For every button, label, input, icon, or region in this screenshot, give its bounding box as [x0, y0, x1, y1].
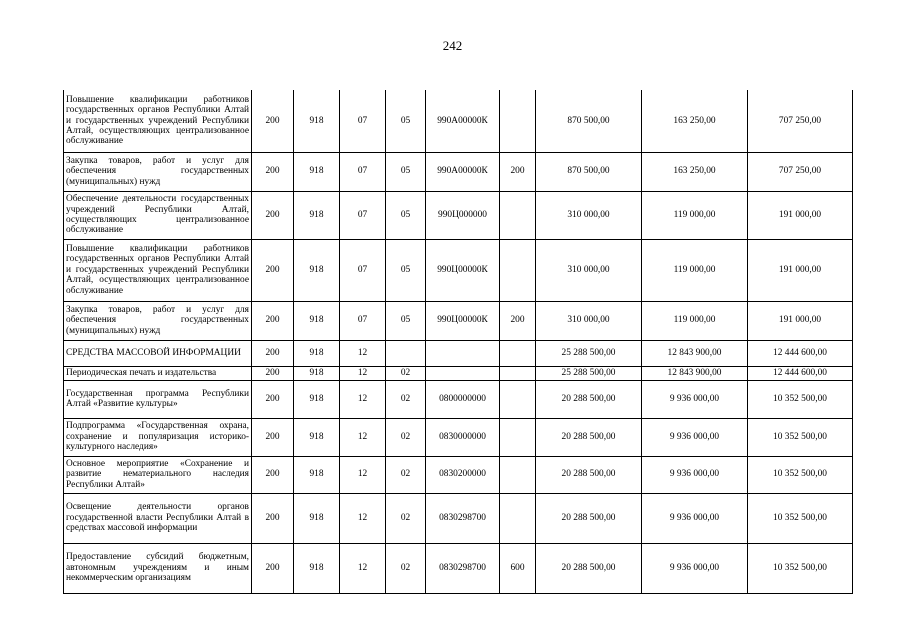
- table-row: [64, 90, 853, 152]
- section-code: 12: [340, 380, 386, 418]
- table-row: [64, 191, 853, 239]
- row-name: Закупка товаров, работ и услуг для обеспечения государственных (муниципальных) нужд: [64, 301, 252, 340]
- table-row: [64, 152, 853, 191]
- page-number: 242: [442, 38, 463, 53]
- grbs-code: 200: [252, 340, 294, 366]
- table-row: [64, 340, 853, 366]
- row-name: Повышение квалификации работников государственных органов Республики Алтай и государственных учреждений Республики Алтай, осуществляющих централизованное обслуживание: [64, 239, 252, 301]
- row-name: Освещение деятельности органов государственной власти Республики Алтай в средствах массовой информации: [64, 493, 252, 543]
- subsection-code: [386, 340, 426, 366]
- ministry-code: 918: [294, 152, 340, 191]
- section-code: 07: [340, 239, 386, 301]
- row-name: Подпрограмма «Государственная охрана, сохранение и популяризация историко-культурного наследия»: [64, 418, 252, 456]
- section-code: 07: [340, 191, 386, 239]
- table-row: [64, 456, 853, 493]
- section-code: 12: [340, 456, 386, 493]
- amount-3: 707 250,00: [748, 90, 853, 152]
- target-article-code: [426, 366, 500, 380]
- ministry-code: 918: [294, 493, 340, 543]
- expense-type-code: [500, 366, 536, 380]
- grbs-code: 200: [252, 493, 294, 543]
- ministry-code: 918: [294, 340, 340, 366]
- subsection-code: 02: [386, 366, 426, 380]
- amount-3: 191 000,00: [748, 239, 853, 301]
- amount-1: 20 288 500,00: [536, 543, 642, 593]
- table-row: [64, 493, 853, 543]
- target-article-code: 0830298700: [426, 493, 500, 543]
- amount-2: 9 936 000,00: [642, 380, 748, 418]
- amount-3: 191 000,00: [748, 301, 853, 340]
- table-row: [64, 366, 853, 380]
- subsection-code: 05: [386, 301, 426, 340]
- ministry-code: 918: [294, 418, 340, 456]
- amount-3: 10 352 500,00: [748, 543, 853, 593]
- amount-3: 10 352 500,00: [748, 456, 853, 493]
- ministry-code: 918: [294, 191, 340, 239]
- amount-1: 20 288 500,00: [536, 493, 642, 543]
- section-code: 07: [340, 152, 386, 191]
- ministry-code: 918: [294, 380, 340, 418]
- section-code: 12: [340, 418, 386, 456]
- subsection-code: 02: [386, 418, 426, 456]
- section-code: 12: [340, 366, 386, 380]
- amount-1: 20 288 500,00: [536, 456, 642, 493]
- subsection-code: 05: [386, 191, 426, 239]
- subsection-code: 02: [386, 543, 426, 593]
- section-code: 12: [340, 543, 386, 593]
- amount-2: 163 250,00: [642, 152, 748, 191]
- expense-type-code: [500, 191, 536, 239]
- target-article-code: 0830298700: [426, 543, 500, 593]
- amount-1: 310 000,00: [536, 239, 642, 301]
- amount-2: 9 936 000,00: [642, 493, 748, 543]
- amount-2: 119 000,00: [642, 301, 748, 340]
- amount-1: 870 500,00: [536, 90, 642, 152]
- amount-2: 9 936 000,00: [642, 543, 748, 593]
- target-article-code: 0830200000: [426, 456, 500, 493]
- amount-1: 25 288 500,00: [536, 366, 642, 380]
- amount-3: 10 352 500,00: [748, 418, 853, 456]
- target-article-code: 0800000000: [426, 380, 500, 418]
- grbs-code: 200: [252, 152, 294, 191]
- expense-type-code: 200: [500, 152, 536, 191]
- expense-type-code: [500, 456, 536, 493]
- target-article-code: [426, 340, 500, 366]
- row-name: Закупка товаров, работ и услуг для обеспечения государственных (муниципальных) нужд: [64, 152, 252, 191]
- section-code: 12: [340, 340, 386, 366]
- expense-type-code: 200: [500, 301, 536, 340]
- amount-3: 10 352 500,00: [748, 380, 853, 418]
- ministry-code: 918: [294, 90, 340, 152]
- amount-1: 310 000,00: [536, 301, 642, 340]
- row-name: Государственная программа Республики Алтай «Развитие культуры»: [64, 380, 252, 418]
- amount-2: 9 936 000,00: [642, 456, 748, 493]
- row-name: Предоставление субсидий бюджетным, автономным учреждениям и иным некоммерческим организациям: [64, 543, 252, 593]
- target-article-code: 990Ц00000К: [426, 301, 500, 340]
- ministry-code: 918: [294, 366, 340, 380]
- grbs-code: 200: [252, 366, 294, 380]
- expense-type-code: [500, 340, 536, 366]
- amount-2: 163 250,00: [642, 90, 748, 152]
- row-name: Основное мероприятие «Сохранение и развитие нематериального наследия Республики Алтай»: [64, 456, 252, 493]
- table-row: [64, 380, 853, 418]
- expense-type-code: [500, 493, 536, 543]
- amount-2: 119 000,00: [642, 191, 748, 239]
- table-row: [64, 543, 853, 593]
- section-code: 07: [340, 301, 386, 340]
- row-name: Повышение квалификации работников государственных органов Республики Алтай и государственных учреждений Республики Алтай, осуществляющих централизованное обслуживание: [64, 90, 252, 152]
- grbs-code: 200: [252, 456, 294, 493]
- target-article-code: 990Ц00000К: [426, 239, 500, 301]
- subsection-code: 05: [386, 90, 426, 152]
- expense-type-code: [500, 239, 536, 301]
- subsection-code: 02: [386, 493, 426, 543]
- grbs-code: 200: [252, 301, 294, 340]
- amount-3: 707 250,00: [748, 152, 853, 191]
- amount-1: 20 288 500,00: [536, 380, 642, 418]
- ministry-code: 918: [294, 543, 340, 593]
- table-row: [64, 418, 853, 456]
- ministry-code: 918: [294, 456, 340, 493]
- expense-type-code: [500, 90, 536, 152]
- target-article-code: 990А00000К: [426, 152, 500, 191]
- table-row: [64, 301, 853, 340]
- subsection-code: 02: [386, 456, 426, 493]
- ministry-code: 918: [294, 301, 340, 340]
- amount-1: 25 288 500,00: [536, 340, 642, 366]
- target-article-code: 990Ц000000: [426, 191, 500, 239]
- subsection-code: 05: [386, 239, 426, 301]
- subsection-code: 02: [386, 380, 426, 418]
- expense-type-code: [500, 380, 536, 418]
- amount-3: 12 444 600,00: [748, 340, 853, 366]
- amount-1: 20 288 500,00: [536, 418, 642, 456]
- budget-table: [63, 90, 853, 594]
- amount-2: 119 000,00: [642, 239, 748, 301]
- amount-2: 12 843 900,00: [642, 366, 748, 380]
- section-code: 07: [340, 90, 386, 152]
- amount-3: 12 444 600,00: [748, 366, 853, 380]
- target-article-code: 990А00000К: [426, 90, 500, 152]
- row-name: Обеспечение деятельности государственных учреждений Республики Алтай, осуществляющих централизованное обслуживание: [64, 191, 252, 239]
- grbs-code: 200: [252, 90, 294, 152]
- expense-type-code: 600: [500, 543, 536, 593]
- amount-2: 12 843 900,00: [642, 340, 748, 366]
- amount-1: 870 500,00: [536, 152, 642, 191]
- target-article-code: 0830000000: [426, 418, 500, 456]
- amount-3: 10 352 500,00: [748, 493, 853, 543]
- ministry-code: 918: [294, 239, 340, 301]
- table-row: [64, 239, 853, 301]
- amount-1: 310 000,00: [536, 191, 642, 239]
- row-name: Периодическая печать и издательства: [64, 366, 252, 380]
- expense-type-code: [500, 418, 536, 456]
- amount-2: 9 936 000,00: [642, 418, 748, 456]
- subsection-code: 05: [386, 152, 426, 191]
- grbs-code: 200: [252, 191, 294, 239]
- amount-3: 191 000,00: [748, 191, 853, 239]
- grbs-code: 200: [252, 418, 294, 456]
- grbs-code: 200: [252, 543, 294, 593]
- grbs-code: 200: [252, 239, 294, 301]
- section-code: 12: [340, 493, 386, 543]
- grbs-code: 200: [252, 380, 294, 418]
- row-name: СРЕДСТВА МАССОВОЙ ИНФОРМАЦИИ: [64, 340, 252, 366]
